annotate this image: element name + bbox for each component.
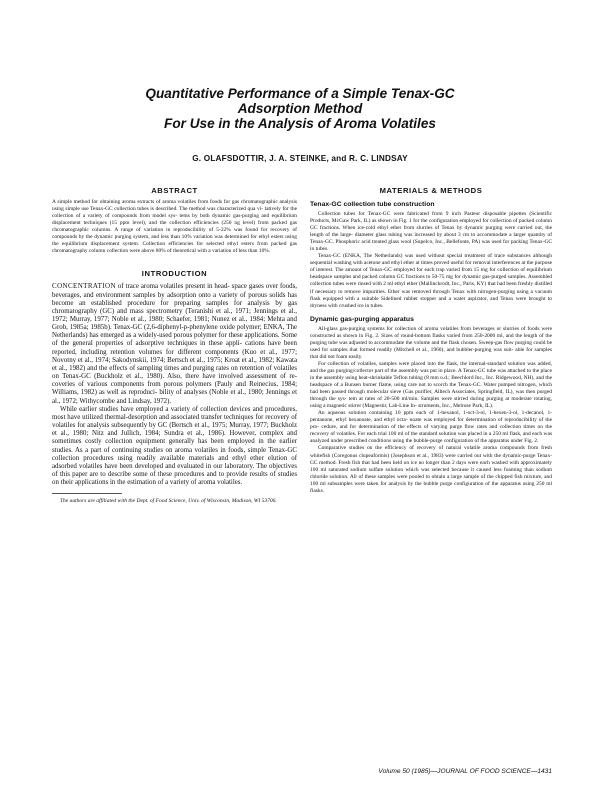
footnote-rule <box>52 493 122 494</box>
title-line-2: Adsorption Method <box>237 101 363 116</box>
abstract-text: A simple method for obtaining aroma extracts of aroma volatiles from foods for gas chromatographic analysis using simple use Tenax-GC collection tubes is described. The method was characterized qua vi- tatively for the collection of a variety of compounds from model sys- tems by both dynamic gas-purging and equilibrium displacement techniques (15 ppm level), and the collection efficiencies (250 ng level) from packed gas chromatographic columns. A range of variation in reproducibility of 5-22% was found for recovery of compounds by the dynamic purging system, and less than 10% variation was determined for ethyl esters using the equilibrium displacement system. Collection efficiencies for selected ethyl esters from packed gas chromatography column collection were above 80% of theoretical with a variation of less than 10%. <box>52 199 297 255</box>
title-line-1: Quantitative Performance of a Simple Tenax-GC <box>145 86 455 101</box>
introduction-paragraph-2: While earlier studies have employed a variety of collection devices and procedures, most have utilized thermal-desorption and associated transfer techniques for recovery of volatiles for analysis subsequently by GC (Bertsch et al., 1975; Murray, 1977; Buckholz et al., 1980; Nitz and Jullich, 1984; Sundra et al., 1986). However, complex and sometimes costly collection equipment generally has been employed in the earlier studies. As a part of continuing studies on aroma volatiles in foods, simple Tenax-GC collection procedures using readily available materials and ethyl ether elution of adsorbed volatiles have been developed and evaluated in our laboratory. The objectives of this paper are to describe some of these procedures and to provide results of studies on their applications in the estimation of a variety of aroma volatiles. <box>52 405 297 487</box>
introduction-heading: INTRODUCTION <box>141 269 208 279</box>
left-column <box>52 180 297 505</box>
methods-heading: MATERIALS & METHODS <box>379 186 483 195</box>
methods-paragraph-1: Collection tubes for Tenax-GC were fabricated from 9 inch Pasteur disposable pipettes (Scientific Products, McGaw Park, IL) as shown in Fig. 1 for the configuration employed for collection of packed column GC fractions. When ice-cold ethyl ether from slurries of Tenax by dynamic purging were carried out, the length of the large- diameter glass tubing was increased by about 3 cm to accommodate a larger quantity of Tenax-GC. Phosphoric acid treated glass wool (Supelco, Inc., Bellefonte, PA) was used for packing Tenax-GC in tubes. <box>310 211 552 253</box>
journal-footer: Volume 50 (1985)—JOURNAL OF FOOD SCIENCE—1431 <box>378 768 552 775</box>
authors-line: G. OLAFSDOTTIR, J. A. STEINKE, and R. C. LINDSAY <box>192 154 408 163</box>
title-line-3: For Use in the Analysis of Aroma Volatiles <box>164 116 436 131</box>
methods-paragraph-2: Tenax-GC (ENKA, The Netherlands) was used without special treatment of trace substances although sequential washing with acetone and ethyl ether at times proved useful for removal interferences at the purpose of interest. The amount of Tenax-GC employed for each trap varied from 15 mg for collection of equilibrium headspace samples and packed column GC fractions to 50-75 mg for dynamic gas-purged samples. Assembled collection tubes were rinsed with 2 ml ethyl ether (Mallinckrodt, Inc., Paris, KY) that had been freshly distilled if necessary to remove impurities. Ether was removed through Tenax with nitrogen-purging using a vacuum flask equipped with a suitable Sidelined rubber stopper and a water aspirator, and Tenax were brought to dryness with crushed ice in tubes. <box>310 253 552 309</box>
abstract-heading: ABSTRACT <box>151 186 198 195</box>
methods-subheading-purging: Dynamic gas-purging apparatus <box>310 315 414 323</box>
introduction-lead-word: CONCENTRATION <box>52 282 116 291</box>
introduction-paragraph-1 <box>52 282 297 405</box>
methods-paragraph-5: An aqueous solution containing 10 ppm each of 1-hexanol, 1-oct-3-ol, 1-hexen-3-ol, 1-decanol, 1-pentanone, ethyl hexanoate, and ethyl octa- noate was employed for determination of reproducibility of the pro- cedure, and for determination of the effects of varying purge flow rates and collection times on the recovery of volatiles. For each trial 100 ml of the standard solution was placed in a 250 ml flask, and each was analyzed under prescribed conditions using the bubble-purge configuration of the apparatus under Fig. 2. <box>310 410 552 445</box>
methods-paragraph-3: All-glass gas-purging systems for collection of aroma volatiles from beverages or slurries of foods were constructed as shown in Fig. 2. Sizes of round-bottom flasks varied from 250-2000 ml, and the length of the purging tube was adjusted to accommodate the volume and the flask chosen. Sweep-gas flow purging could be used for samples that formed readily (Mitchell et al., 1960), and bubbler-purging was suit- able for samples that did not foam easily. <box>310 325 552 360</box>
right-column <box>310 180 552 495</box>
methods-paragraph-6: Comparative studies on the efficiency of recovery of natural volatile aroma compounds from fresh whitefish (Coregonus clupeaformis) (Josephson et al., 1983) were carried out with the dynamic-purge Tenax-GC method. Fresh fish that had been held on ice no longer than 2 days were each washed with approximately 100 ml saturated sodium sulfate solution which was selected because it caused less foaming than sodium chloride solution. All of these samples were pooled to obtain a large sample of the chipped fish mixture, and 100 ml subsamples were taken for analysis by the bubble purge configuration of the apparatus using 250 ml flasks. <box>310 445 552 494</box>
author-affiliation-footnote: The authors are affiliated with the Dept. of Food Science, Univ. of Wisconsin, Madison, WI 53706. <box>60 498 277 505</box>
introduction-paragraph-1-text: of trace aroma volatiles present in head- space gases over foods, beverages, and environment samples by adsorption onto a variety of porous solids has become an established procedure for preparing samples for analysis by gas chromatography (GC) and mass spectrometry (Teranishi et al., 1971; Jennings et al., 1972; Murray, 1977; Noble et al., 1980; Schaefer, 1981; Nunez et al., 1984; Mehta and Grob, 1985a; 1985b). Tenax-GC (2,6-diphenyl-p-phenylene oxide polymer; ENKA, The Netherlands) has emerged as a widely-used porous polymer for these applications. Some of the general properties of adsorptive techniques in these appli- cations have been reported, including retention volumes for different components (Kuo et al., 1977; Novotny et al., 1974; Sakodynskii, 1974; Bertsch et al., 1975; Kroat et al., 1982; Kawata et al., 1982) and the effects of sampling times and purging rates on retention of volatiles on Tenax-GC (Buckholz et al., 1980). Also, there have involved assessment of re- coveries of various components from porous polymers (Pauly and Reinecius, 1984; Williams, 1982) as well as reproduci- bility of analyses (Noble et al., 1980; Jennings et al., 1972; Withycombe and Lindsay, 1972). <box>52 283 297 405</box>
methods-subheading-tube: Tenax-GC collection tube construction <box>310 201 435 208</box>
paper-title <box>70 86 530 131</box>
methods-paragraph-4: For collection of volatiles, samples were placed into the flask, the internal-standard solution was added, and the gas purging/collector part of the assembly was put in place. A Tenax-GC tube was attached to the place in the assembly using heat-shrinkable Teflon tubing (8 mm o.d.; Beechlord Inc., Inc. Ridgewood, NH), and the headspace of a Bunsen burner flame, using care not to scorch the Tenax-GC. Water pumped nitrogen, which had been passed through molecular sieve (Gas purifier, Alltech Associates, Springfield, IL), was then purged through the sys- tem at rates of 20-500 ml/min. Samples were stirred during purging at moderate rotating, using a magnetic stirrer (Magnestir, Lab-Line In- struments, Inc., Melrose Park, IL). <box>310 360 552 410</box>
